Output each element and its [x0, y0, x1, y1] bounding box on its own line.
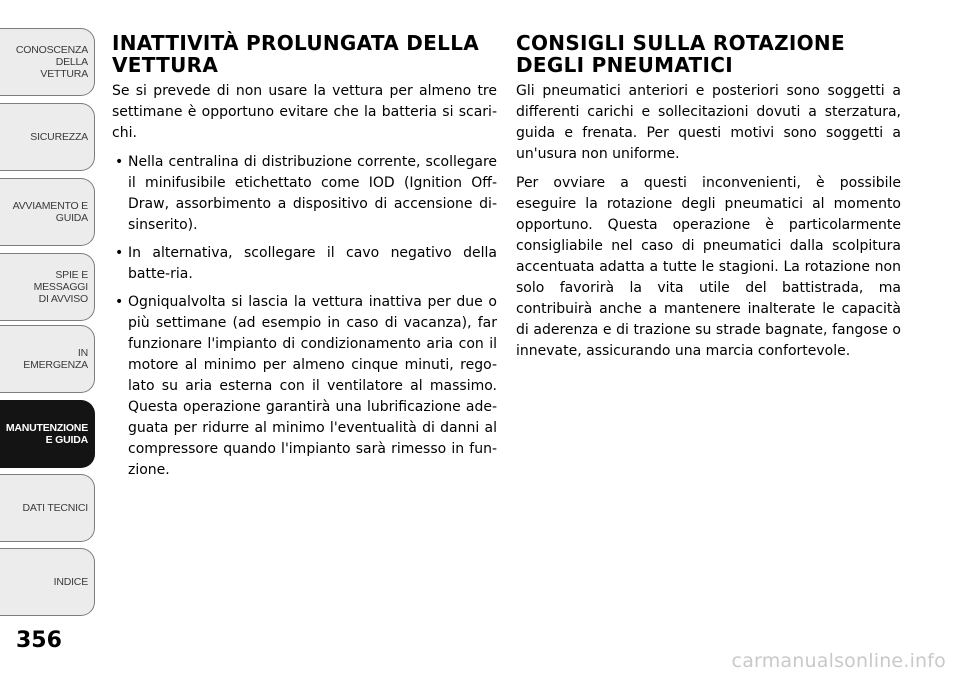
section-rotazione-pneumatici	[516, 32, 901, 370]
tab-avviamento-e-guida[interactable]	[0, 178, 95, 246]
section-intro: Se si prevede di non usare la vettura per almeno tre settimane è opportuno evitare che la batteria si scari-chi.	[112, 83, 497, 141]
paragraph: Per ovviare a questi inconvenienti, è possibile eseguire la rotazione degli pneumatici al momento opportuno. Questa operazione è particolarmente consigliabile nel caso di pneumatici dalla scolpitura accentuata adatta a tutte le stagioni. La rotazione non solo favorirà la vita utile del battistrada, ma contribuirà anche a mantenere inalterate le capacità di aderenza e di trazione su strade bagnate, fangose o innevate, assicurando una marcia confortevole.	[516, 175, 901, 359]
tab-label: SPIE E MESSAGGI DI AVVISO	[33, 269, 88, 305]
bullet-item: • In alternativa, scollegare il cavo negativo della batte-ria.	[112, 243, 497, 285]
chapter-tabs	[0, 0, 98, 678]
tab-sicurezza[interactable]	[0, 103, 95, 171]
page-number: 356	[16, 628, 62, 653]
tab-label: SICUREZZA	[30, 131, 88, 143]
tab-manutenzione-e-guida[interactable]	[0, 400, 95, 468]
tab-label: CONOSCENZA DELLA VETTURA	[15, 44, 88, 80]
bullet-list	[112, 152, 497, 481]
tab-spie-e-messaggi[interactable]	[0, 253, 95, 321]
tab-conoscenza-della-vettura[interactable]	[0, 28, 95, 96]
bullet-item: • Ogniqualvolta si lascia la vettura inattiva per due o più settimane (ad esempio in caso di vacanza), far funzionare l'impianto di condizionamento aria con il motore al minimo per almeno cinque minuti, rego-lato su aria esterna con il ventilatore al massimo. Questa operazione garantirà una lubrificazione ade-guata per ridurre al minimo l'eventualità di danni al compressore quando l'impianto sarà rimesso in fun-zione.	[112, 292, 497, 481]
tab-indice[interactable]	[0, 548, 95, 616]
tab-label: DATI TECNICI	[22, 502, 88, 514]
tab-label: MANUTENZIONE E GUIDA	[5, 422, 88, 446]
paragraph: Gli pneumatici anteriori e posteriori sono soggetti a differenti carichi e sollecitazioni dovuti a sterzatura, guida e frenata. Per questi motivi sono soggetti a un'usura non uniforme.	[516, 83, 901, 162]
tab-label: AVVIAMENTO E GUIDA	[12, 200, 88, 224]
tab-dati-tecnici[interactable]	[0, 474, 95, 542]
bullet-item: • Nella centralina di distribuzione corrente, scollegare il minifusibile etichettato come IOD (Ignition Off-Draw, assorbimento a dispositivo di accensione di-sinserito).	[112, 152, 497, 236]
tab-label: IN EMERGENZA	[23, 347, 88, 371]
section-title: INATTIVITÀ PROLUNGATA DELLA VETTURA	[112, 31, 480, 77]
section-inattivita-prolungata	[112, 32, 497, 488]
section-title: CONSIGLI SULLA ROTAZIONE DEGLI PNEUMATICI	[516, 31, 845, 77]
tab-in-emergenza[interactable]	[0, 325, 95, 393]
watermark: carmanualsonline.info	[731, 650, 946, 672]
tab-label: INDICE	[53, 576, 88, 588]
